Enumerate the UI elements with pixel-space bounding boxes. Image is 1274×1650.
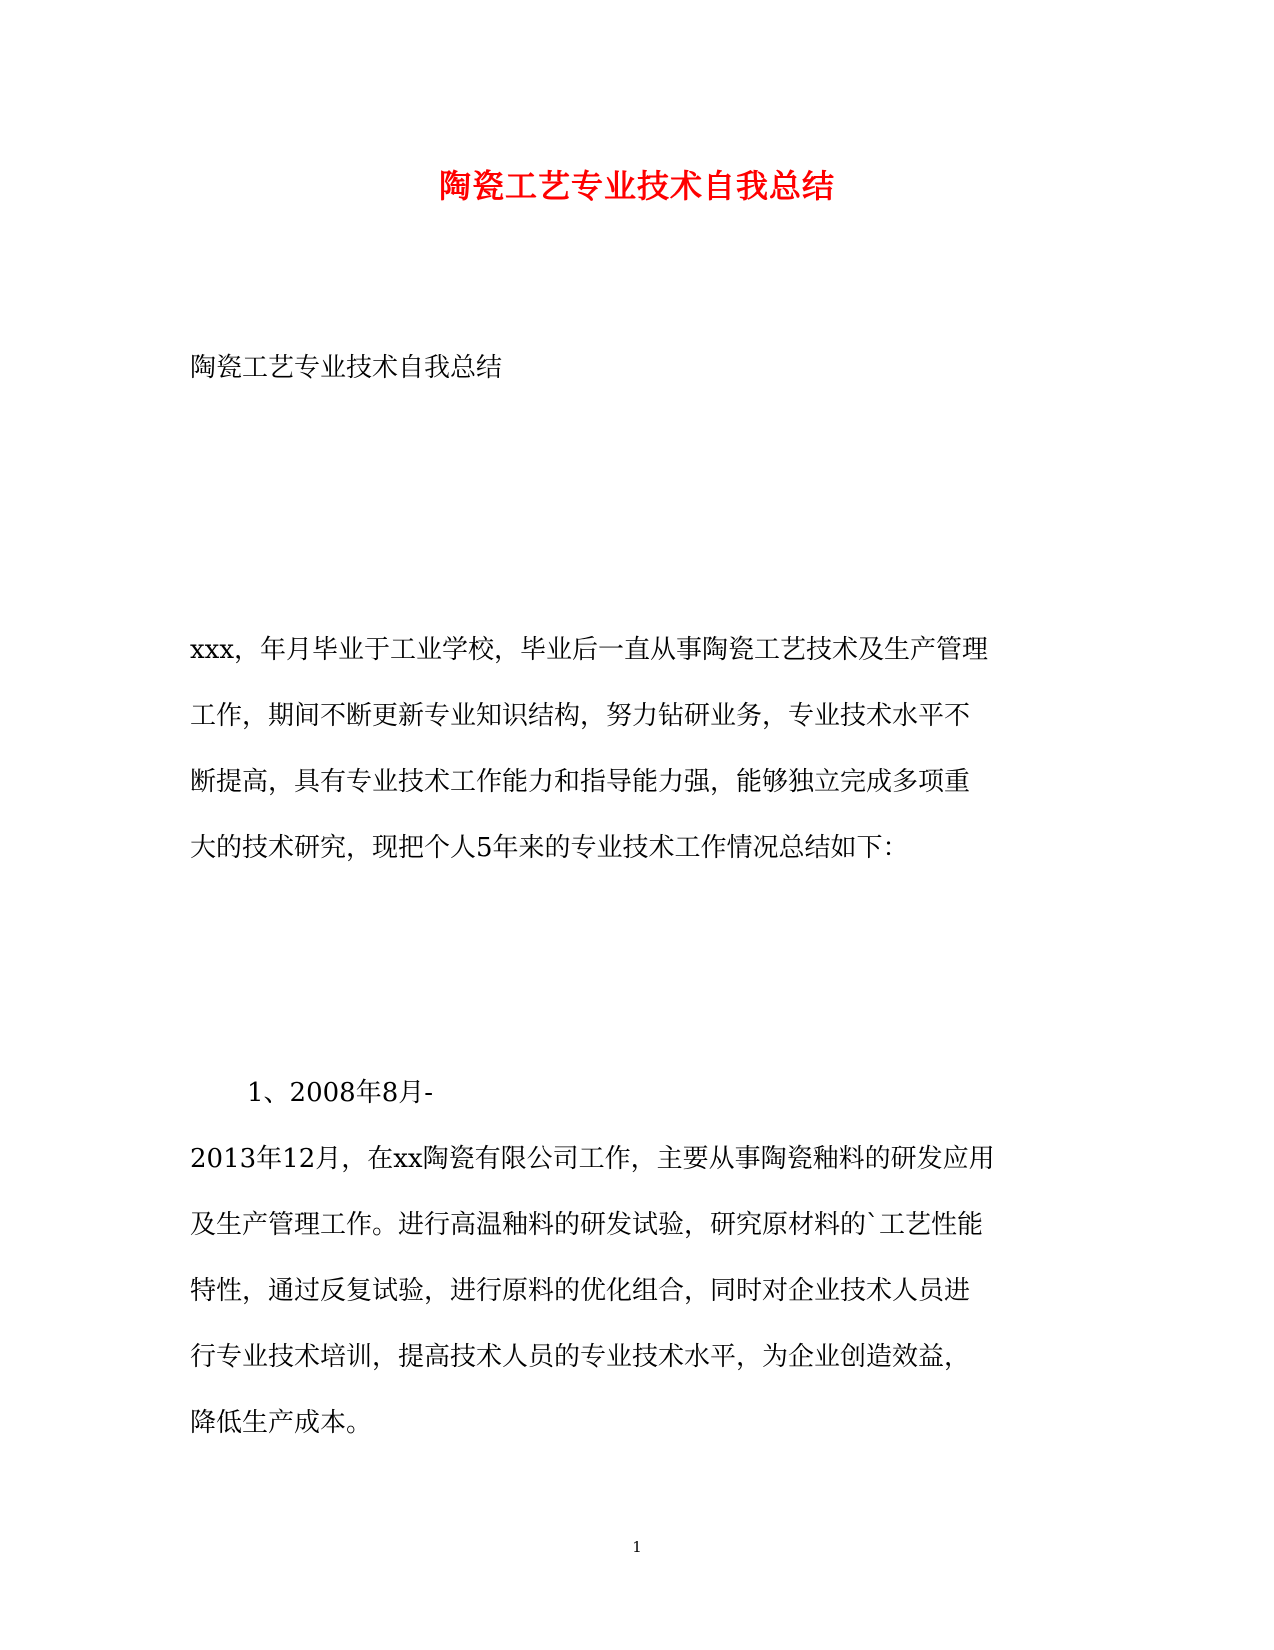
intro-line: 断提高，具有专业技术工作能力和指导能力强，能够独立完成多项重 (190, 767, 971, 797)
work-item-line: 2013年12月，在xx陶瓷有限公司工作，主要从事陶瓷釉料的研发应用 (190, 1144, 995, 1174)
work-item-line: 行专业技术培训，提高技术人员的专业技术水平，为企业创造效益， (190, 1342, 971, 1372)
document-subtitle: 陶瓷工艺专业技术自我总结 (190, 353, 503, 383)
work-item-line: 降低生产成本。 (190, 1408, 373, 1438)
intro-line: 工作，期间不断更新专业知识结构，努力钻研业务，专业技术水平不 (190, 701, 971, 731)
work-item-heading: 1、2008年8月- (247, 1078, 434, 1108)
intro-line: xxx，年月毕业于工业学校，毕业后一直从事陶瓷工艺技术及生产管理 (190, 635, 988, 665)
work-item-line: 特性，通过反复试验，进行原料的优化组合，同时对企业技术人员进 (190, 1276, 971, 1306)
work-item-paragraph (190, 1060, 1080, 1456)
page-number: 1 (632, 1538, 642, 1556)
work-item-line: 及生产管理工作。进行高温釉料的研发试验，研究原材料的`工艺性能 (190, 1210, 984, 1240)
intro-line: 大的技术研究，现把个人5年来的专业技术工作情况总结如下： (190, 833, 909, 863)
document-title: 陶瓷工艺专业技术自我总结 (438, 167, 835, 205)
intro-paragraph (190, 617, 1080, 881)
